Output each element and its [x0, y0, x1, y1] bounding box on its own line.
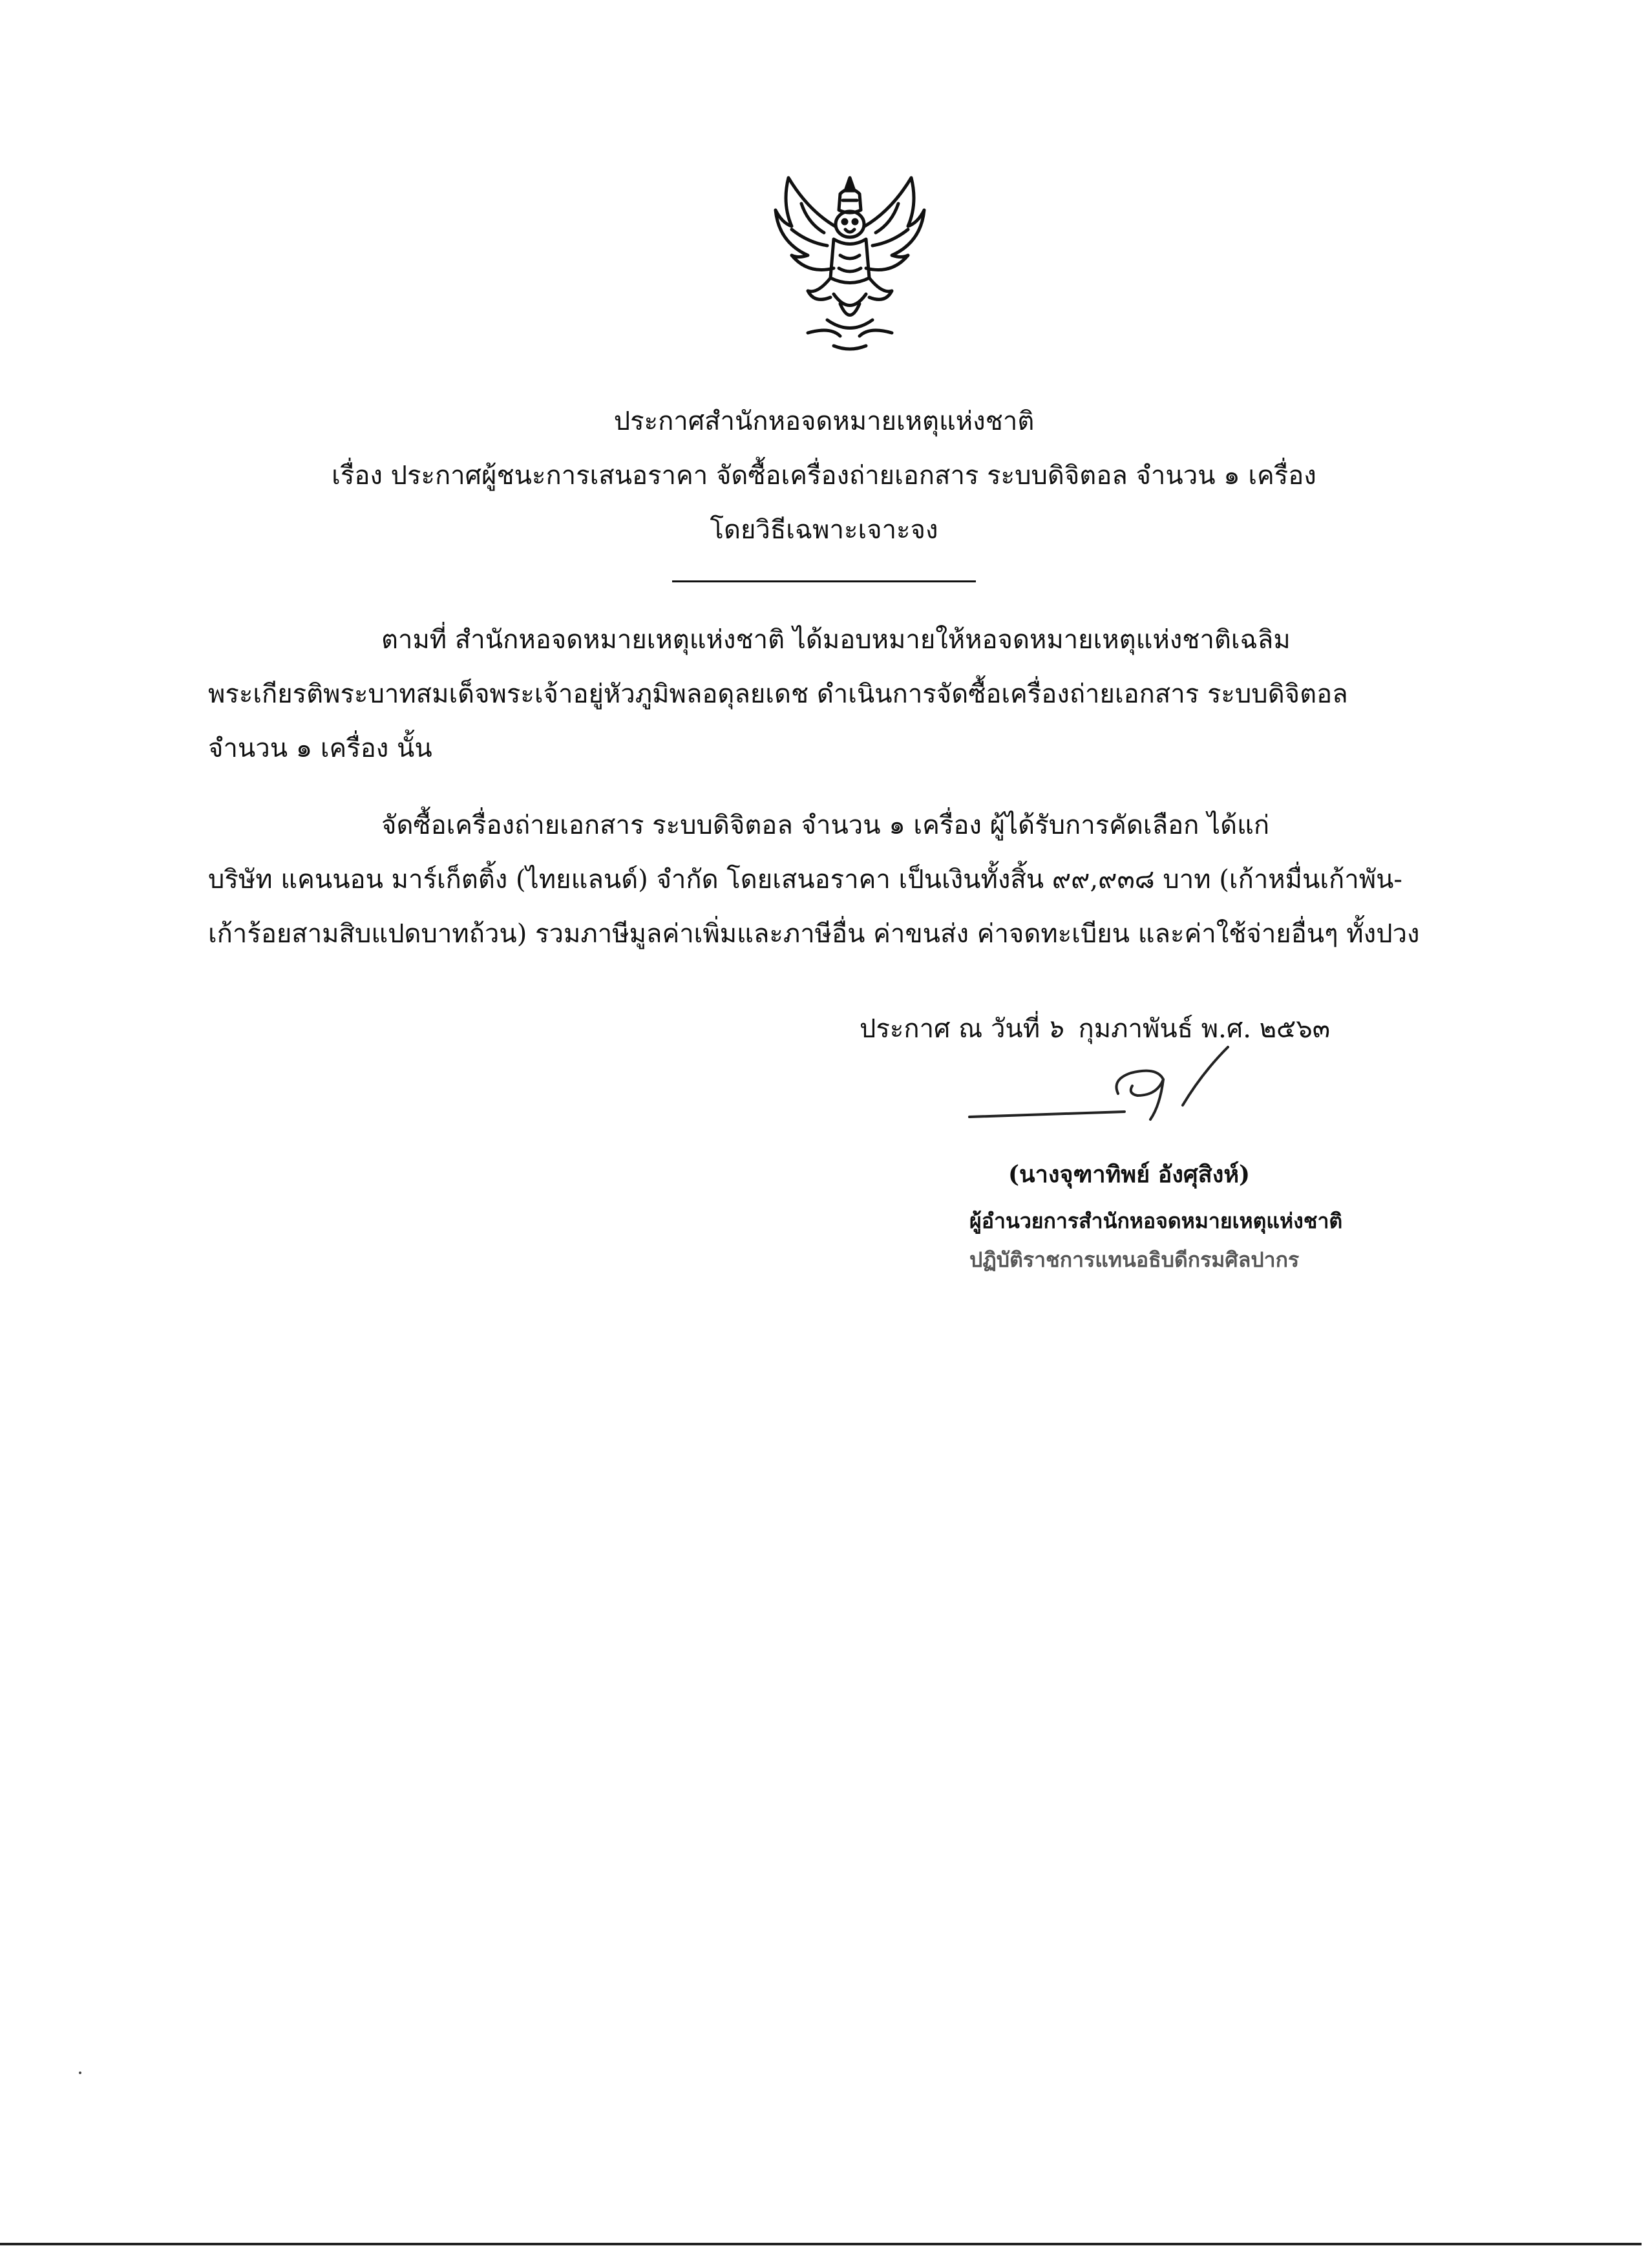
paragraph-2-line-3: เก้าร้อยสามสิบแปดบาทถ้วน) รวมภาษีมูลค่าเพิ่มและภาษีอื่น ค่าขนส่ง ค่าจดทะเบียน และค่าใช้จ่ายอื่นๆ ทั้งปวง: [208, 919, 1420, 949]
scan-edge-line: [0, 2243, 1642, 2245]
garuda-emblem-icon: [763, 165, 937, 359]
paragraph-1-line-2: พระเกียรติพระบาทสมเด็จพระเจ้าอยู่หัวภูมิพลอดุลยเดช ดำเนินการจัดซื้อเครื่องถ่ายเอกสาร ระบบดิจิตอล: [208, 679, 1348, 709]
document-subject-method: โดยวิธีเฉพาะเจาะจง: [710, 515, 938, 545]
scan-speck: [79, 2072, 81, 2074]
signature-icon: [963, 1034, 1260, 1131]
date-month-year: กุมภาพันธ์ พ.ศ. ๒๕๖๓: [1078, 1014, 1331, 1044]
document-subject: เรื่อง ประกาศผู้ชนะการเสนอราคา จัดซื้อเครื่องถ่ายเอกสาร ระบบดิจิตอล จำนวน ๑ เครื่อง: [332, 461, 1316, 491]
paragraph-1-line-3: จำนวน ๑ เครื่อง นั้น: [208, 734, 432, 763]
signatory-name: (นางจุฑาทิพย์ อังศุสิงห์): [1008, 1161, 1251, 1188]
paragraph-1-line-1: ตามที่ สำนักหอจดหมายเหตุแห่งชาติ ได้มอบหมายให้หอจดหมายเหตุแห่งชาติเฉลิม: [381, 625, 1291, 655]
title-divider: [672, 580, 976, 582]
document-title: ประกาศสำนักหอจดหมายเหตุแห่งชาติ: [613, 407, 1035, 436]
paragraph-2-line-1: จัดซื้อเครื่องถ่ายเอกสาร ระบบดิจิตอล จำนวน ๑ เครื่อง ผู้ได้รับการคัดเลือก ได้แก่: [381, 811, 1270, 840]
paragraph-2-line-2: บริษัท แคนนอน มาร์เก็ตติ้ง (ไทยแลนด์) จำกัด โดยเสนอราคา เป็นเงินทั้งสิ้น ๙๙,๙๓๘ บาท (เก้าหมื่นเก้าพัน-: [208, 865, 1402, 895]
signatory-position: ผู้อำนวยการสำนักหอจดหมายเหตุแห่งชาติ: [969, 1209, 1343, 1233]
date-prefix: ประกาศ ณ วันที่: [860, 1014, 1041, 1044]
date-day: ๖: [1046, 1014, 1063, 1044]
signatory-acting-position: ปฏิบัติราชการแทนอธิบดีกรมศิลปากร: [969, 1247, 1300, 1272]
